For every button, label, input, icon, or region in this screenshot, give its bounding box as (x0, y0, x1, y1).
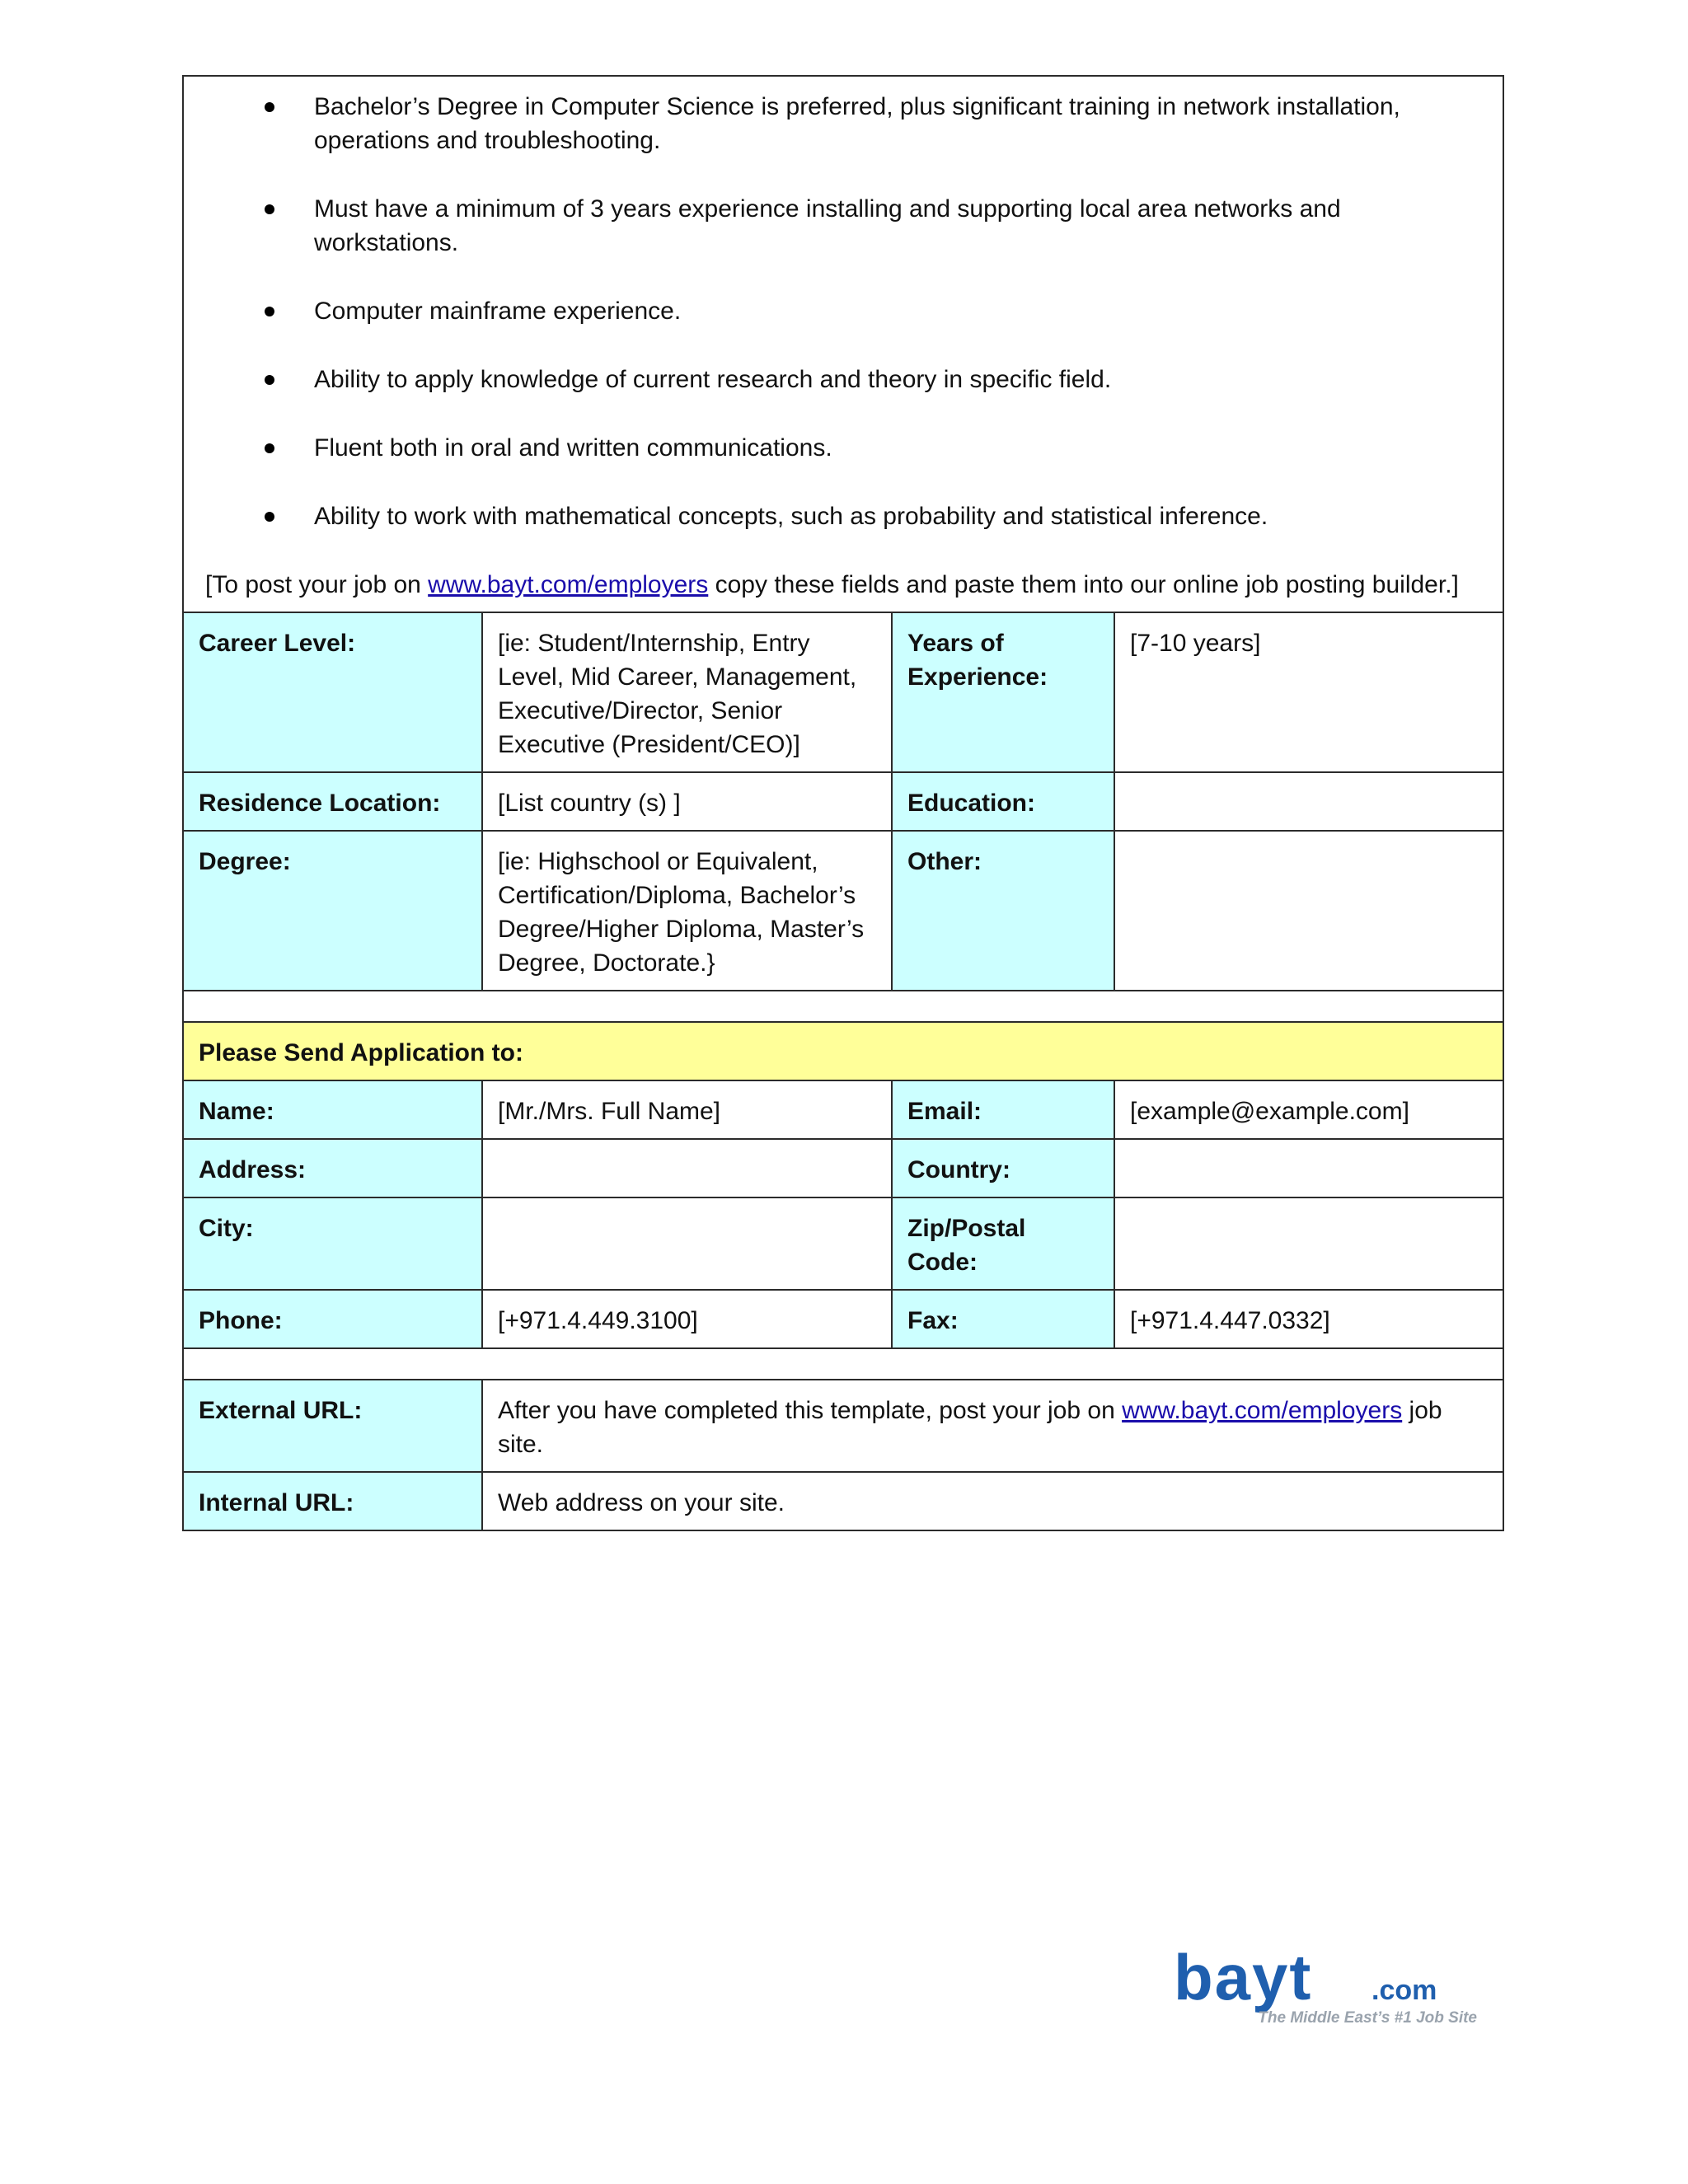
email-label: Email: (892, 1080, 1114, 1139)
address-label: Address: (183, 1139, 482, 1197)
country-label: Country: (892, 1139, 1114, 1197)
external-url-value: After you have completed this template, post your job on www.bayt.com/employers job site. (482, 1380, 1503, 1472)
bullet-icon (265, 443, 274, 453)
bullet-icon (265, 375, 274, 385)
bullet-icon (265, 512, 274, 522)
zip-label: Zip/Postal Code: (892, 1197, 1114, 1290)
internal-url-value[interactable]: Web address on your site. (482, 1472, 1503, 1530)
logo-word: bayt (1174, 1952, 1313, 2013)
years-experience-label: Years of Experience: (892, 612, 1114, 772)
list-item: Must have a minimum of 3 years experience installing and supporting local area networks and workstations. (199, 192, 1488, 260)
logo-suffix: .com (1372, 1975, 1437, 2006)
degree-label: Degree: (183, 831, 482, 991)
employers-link[interactable]: www.bayt.com/employers (428, 571, 709, 598)
bullet-icon (265, 204, 274, 214)
other-value[interactable] (1114, 831, 1503, 991)
education-label: Education: (892, 772, 1114, 831)
zip-value[interactable] (1114, 1197, 1503, 1290)
list-item: Ability to work with mathematical concepts, such as probability and statistical inference. (199, 499, 1488, 533)
phone-label: Phone: (183, 1290, 482, 1348)
bullet-icon (265, 307, 274, 316)
education-value[interactable] (1114, 772, 1503, 831)
external-url-label: External URL: (183, 1380, 482, 1472)
list-item: Ability to apply knowledge of current research and theory in specific field. (199, 363, 1488, 396)
application-heading: Please Send Application to: (183, 1022, 1503, 1080)
years-experience-value[interactable]: [7-10 years] (1114, 612, 1503, 772)
name-label: Name: (183, 1080, 482, 1139)
requirements-cell (183, 76, 1503, 612)
job-template-table (182, 75, 1504, 1531)
degree-row (183, 831, 1503, 991)
other-label: Other: (892, 831, 1114, 991)
address-value[interactable] (482, 1139, 892, 1197)
country-value[interactable] (1114, 1139, 1503, 1197)
internal-url-row (183, 1472, 1503, 1530)
career-level-value[interactable]: [ie: Student/Internship, Entry Level, Mid Career, Management, Executive/Director, Senior Executive (President/CEO)] (482, 612, 892, 772)
bullet-icon (265, 102, 274, 112)
list-item: Fluent both in oral and written communications. (199, 431, 1488, 465)
phone-value[interactable]: [+971.4.449.3100] (482, 1290, 892, 1348)
fax-label: Fax: (892, 1290, 1114, 1348)
city-row (183, 1197, 1503, 1290)
city-value[interactable] (482, 1197, 892, 1290)
spacer-row (183, 991, 1503, 1022)
residence-location-label: Residence Location: (183, 772, 482, 831)
career-level-label: Career Level: (183, 612, 482, 772)
external-url-row (183, 1380, 1503, 1472)
list-item: Bachelor’s Degree in Computer Science is preferred, plus significant training in network installation, operations and troubleshooting. (199, 90, 1488, 157)
requirements-row (183, 76, 1503, 612)
city-label: City: (183, 1197, 482, 1290)
phone-row (183, 1290, 1503, 1348)
name-value[interactable]: [Mr./Mrs. Full Name] (482, 1080, 892, 1139)
bayt-logo (1174, 1952, 1479, 2026)
application-heading-row (183, 1022, 1503, 1080)
requirements-list (199, 90, 1488, 533)
address-row (183, 1139, 1503, 1197)
logo-tagline: The Middle East’s #1 Job Site (1258, 2009, 1477, 2026)
internal-url-label: Internal URL: (183, 1472, 482, 1530)
spacer-row (183, 1348, 1503, 1380)
email-value[interactable]: [example@example.com] (1114, 1080, 1503, 1139)
fax-value[interactable]: [+971.4.447.0332] (1114, 1290, 1503, 1348)
post-job-note: [To post your job on www.bayt.com/employers copy these fields and paste them into our online job posting builder.] (205, 571, 1459, 598)
career-level-row (183, 612, 1503, 772)
residence-location-value[interactable]: [List country (s) ] (482, 772, 892, 831)
list-item: Computer mainframe experience. (199, 294, 1488, 328)
residence-row (183, 772, 1503, 831)
name-row (183, 1080, 1503, 1139)
degree-value[interactable]: [ie: Highschool or Equivalent, Certification/Diploma, Bachelor’s Degree/Higher Diploma, Master’s Degree, Doctorate.} (482, 831, 892, 991)
employers-link[interactable]: www.bayt.com/employers (1122, 1397, 1403, 1424)
